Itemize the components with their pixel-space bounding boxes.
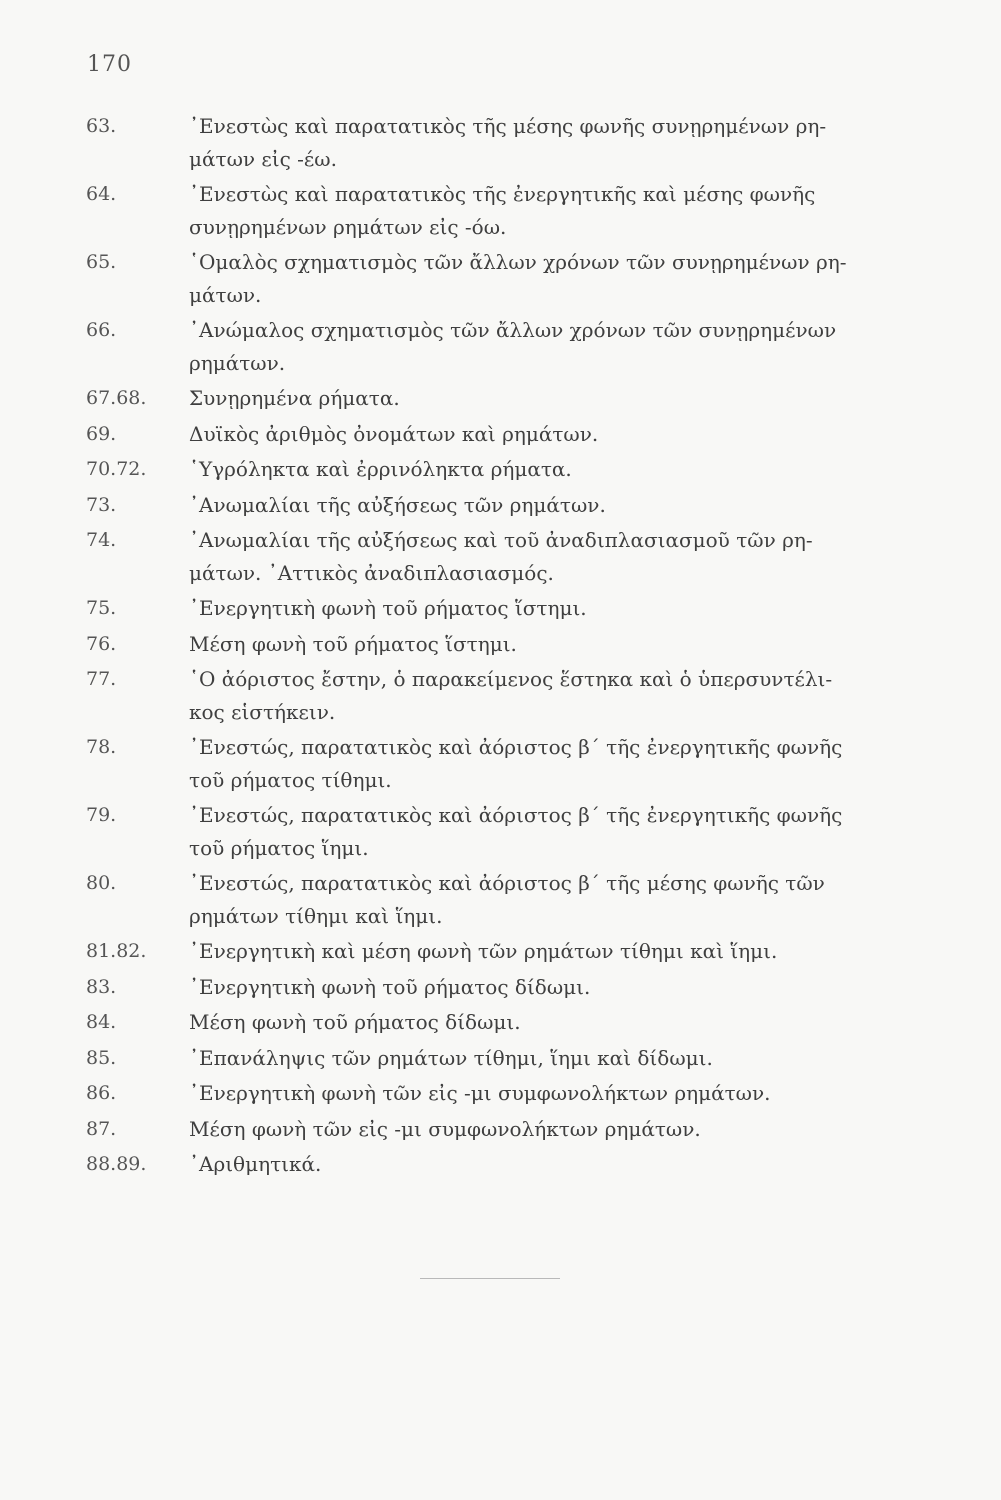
toc-entry bbox=[86, 453, 946, 486]
lesson-title bbox=[189, 1077, 946, 1110]
lesson-title-line: ᾿Αριθμητικά. bbox=[189, 1152, 322, 1176]
lesson-title bbox=[189, 110, 946, 175]
lesson-title bbox=[189, 453, 946, 486]
lesson-number: 78. bbox=[86, 736, 117, 758]
lesson-title-line: τοῦ ρήματος ἵημι. bbox=[189, 835, 369, 860]
lesson-title-line: ᾿Ανωμαλίαι τῆς αὐξήσεως καὶ τοῦ ἀναδιπλασιασμοῦ τῶν ρη- bbox=[189, 528, 813, 552]
lesson-title bbox=[189, 799, 946, 864]
lesson-title bbox=[189, 1148, 946, 1181]
lesson-number: 63. bbox=[86, 115, 117, 137]
lesson-title bbox=[189, 867, 946, 932]
page-number: 170 bbox=[87, 52, 132, 77]
lesson-number: 79. bbox=[86, 804, 117, 826]
toc-entry bbox=[86, 799, 946, 864]
lesson-title-line: ῾Υγρόληκτα καὶ ἐρρινόληκτα ρήματα. bbox=[189, 457, 572, 481]
lesson-title bbox=[189, 246, 946, 311]
lesson-title-line: ᾿Ενεργητικὴ φωνὴ τοῦ ρήματος ἵστημι. bbox=[189, 596, 587, 620]
lesson-number: 74. bbox=[86, 529, 117, 551]
lesson-title-line: τοῦ ρήματος τίθημι. bbox=[189, 767, 392, 792]
lesson-title-line: ᾿Ενεργητικὴ φωνὴ τῶν εἰς -μι συμφωνολήκτων ρημάτων. bbox=[189, 1081, 771, 1105]
toc-entry bbox=[86, 246, 946, 311]
lesson-title bbox=[189, 1113, 946, 1146]
lesson-title-line: ᾿Ενεστὼς καὶ παρατατικὸς τῆς μέσης φωνῆς συνῃρημένων ρη- bbox=[189, 114, 827, 138]
lesson-title bbox=[189, 1042, 946, 1075]
lesson-title-line: ῾Ομαλὸς σχηματισμὸς τῶν ἄλλων χρόνων τῶν συνῃρημένων ρη- bbox=[189, 250, 847, 274]
lesson-title-line: Συνῃρημένα ρήματα. bbox=[189, 386, 400, 410]
toc-entry bbox=[86, 1148, 946, 1181]
lesson-title bbox=[189, 178, 946, 243]
lesson-title-line: Δυϊκὸς ἀριθμὸς ὀνομάτων καὶ ρημάτων. bbox=[189, 421, 599, 446]
lesson-number: 65. bbox=[86, 251, 117, 273]
lesson-title bbox=[189, 1006, 946, 1039]
lesson-title bbox=[189, 524, 946, 589]
lesson-number: 70.72. bbox=[86, 458, 147, 480]
lesson-title-line: ᾿Ανώμαλος σχηματισμὸς τῶν ἄλλων χρόνων τῶν συνῃρημένων bbox=[189, 318, 837, 342]
lesson-title-line: μάτων. bbox=[189, 282, 262, 307]
lesson-title-line: ᾿Επανάληψις τῶν ρημάτων τίθημι, ἵημι καὶ δίδωμι. bbox=[189, 1045, 713, 1070]
lesson-number: 77. bbox=[86, 668, 117, 690]
toc-entry bbox=[86, 524, 946, 589]
lesson-number: 83. bbox=[86, 975, 117, 998]
toc-entry bbox=[86, 628, 946, 661]
lesson-number: 80. bbox=[86, 872, 117, 894]
lesson-title bbox=[189, 935, 946, 968]
lesson-title-line: μάτων εἰς -έω. bbox=[189, 146, 337, 171]
lesson-title bbox=[189, 382, 946, 415]
lesson-title-line: Μέση φωνὴ τῶν εἰς -μι συμφωνολήκτων ρημάτων. bbox=[189, 1116, 701, 1141]
lesson-title-line: ῾Ο ἀόριστος ἔστην, ὁ παρακείμενος ἕστηκα καὶ ὁ ὑπερσυντέλι- bbox=[189, 667, 833, 691]
toc-entry bbox=[86, 1042, 946, 1075]
toc-entry bbox=[86, 110, 946, 175]
lesson-number: 88.89. bbox=[86, 1153, 147, 1175]
lesson-title bbox=[189, 663, 946, 728]
toc-entry bbox=[86, 314, 946, 379]
lesson-number: 75. bbox=[86, 597, 117, 619]
toc-entry bbox=[86, 1113, 946, 1146]
lesson-title-line: ᾿Ενεστώς, παρατατικὸς καὶ ἀόριστος β΄ τῆς μέσης φωνῆς τῶν bbox=[189, 871, 825, 895]
lesson-title bbox=[189, 971, 946, 1004]
toc-entry bbox=[86, 1006, 946, 1039]
lesson-title-line: Μέση φωνὴ τοῦ ρήματος ἵστημι. bbox=[189, 631, 517, 656]
lesson-number: 64. bbox=[86, 183, 117, 205]
toc-entry bbox=[86, 731, 946, 796]
lesson-title bbox=[189, 489, 946, 522]
lesson-title-line: μάτων. ᾿Αττικὸς ἀναδιπλασιασμός. bbox=[189, 560, 554, 585]
lesson-title-line: ρημάτων τίθημι καὶ ἵημι. bbox=[189, 903, 443, 928]
lesson-number: 85. bbox=[86, 1046, 117, 1069]
end-rule bbox=[420, 1278, 560, 1279]
lesson-number: 87. bbox=[86, 1117, 117, 1140]
toc-entry bbox=[86, 178, 946, 243]
lesson-title bbox=[189, 592, 946, 625]
lesson-title bbox=[189, 628, 946, 661]
toc-entry bbox=[86, 418, 946, 451]
toc-entry bbox=[86, 971, 946, 1004]
lesson-title-line: ᾿Ενεστώς, παρατατικὸς καὶ ἀόριστος β΄ τῆς ἐνεργητικῆς φωνῆς bbox=[189, 803, 843, 827]
lesson-title-line: ᾿Ανωμαλίαι τῆς αὐξήσεως τῶν ρημάτων. bbox=[189, 492, 606, 517]
toc-entry bbox=[86, 592, 946, 625]
table-of-contents bbox=[86, 110, 946, 1184]
lesson-number: 73. bbox=[86, 493, 117, 516]
lesson-title-line: ρημάτων. bbox=[189, 350, 286, 375]
lesson-title-line: ᾿Ενεργητικὴ φωνὴ τοῦ ρήματος δίδωμι. bbox=[189, 974, 591, 999]
lesson-title-line: κος εἱστήκειν. bbox=[189, 699, 336, 724]
lesson-title bbox=[189, 731, 946, 796]
lesson-number: 66. bbox=[86, 319, 117, 341]
lesson-title-line: ᾿Ενεστὼς καὶ παρατατικὸς τῆς ἐνεργητικῆς καὶ μέσης φωνῆς bbox=[189, 182, 816, 206]
lesson-title bbox=[189, 314, 946, 379]
lesson-title-line: συνῃρημένων ρημάτων εἰς -όω. bbox=[189, 214, 507, 239]
lesson-number: 69. bbox=[86, 422, 117, 445]
lesson-number: 67.68. bbox=[86, 387, 147, 409]
toc-entry bbox=[86, 382, 946, 415]
toc-entry bbox=[86, 1077, 946, 1110]
toc-entry bbox=[86, 935, 946, 968]
toc-entry bbox=[86, 663, 946, 728]
lesson-number: 76. bbox=[86, 632, 117, 655]
lesson-title-line: ᾿Ενεστώς, παρατατικὸς καὶ ἀόριστος β΄ τῆς ἐνεργητικῆς φωνῆς bbox=[189, 735, 843, 759]
lesson-number: 86. bbox=[86, 1082, 117, 1104]
lesson-number: 84. bbox=[86, 1011, 117, 1033]
lesson-title-line: ᾿Ενεργητικὴ καὶ μέση φωνὴ τῶν ρημάτων τίθημι καὶ ἵημι. bbox=[189, 939, 778, 963]
toc-entry bbox=[86, 489, 946, 522]
lesson-title-line: Μέση φωνὴ τοῦ ρήματος δίδωμι. bbox=[189, 1010, 521, 1034]
toc-entry bbox=[86, 867, 946, 932]
lesson-number: 81.82. bbox=[86, 940, 147, 962]
lesson-title bbox=[189, 418, 946, 451]
